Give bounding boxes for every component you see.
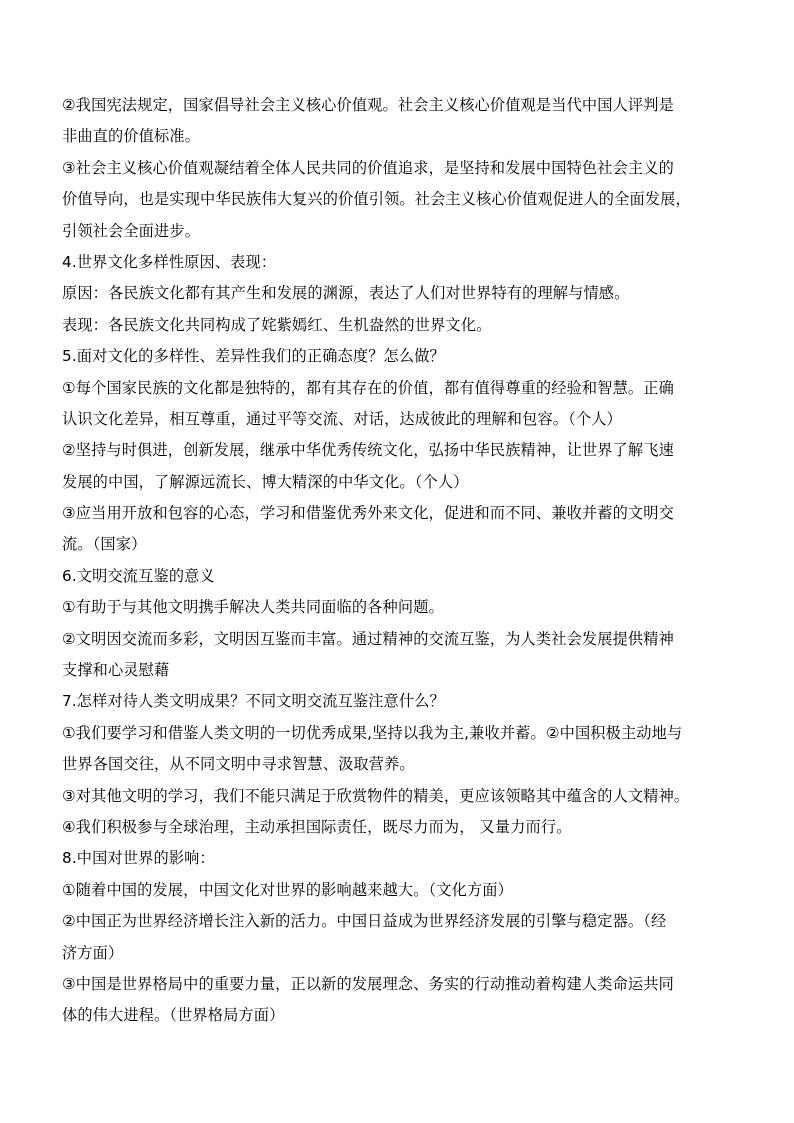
text-line: 非曲直的价值标准。 [62, 127, 201, 146]
text-line: 原因：各民族文化都有其产生和发展的渊源，表达了人们对世界特有的理解与情感。 [62, 284, 630, 303]
document-page [62, 90, 732, 1032]
section-heading: 4.世界文化多样性原因、表现： [62, 252, 277, 271]
text-line: 价值导向，也是实现中华民族伟大复兴的价值引领。社会主义核心价值观促进人的全面发展， [62, 190, 691, 209]
text-line: ②文明因交流而多彩，文明因互鉴而丰富。通过精神的交流互鉴，为人类社会发展提供精神 [62, 629, 674, 648]
text-line: ③中国是世界格局中的重要力量，正以新的发展理念、务实的行动推动着构建人类命运共同 [62, 974, 674, 993]
text-line: ②中国正为世界经济增长注入新的活力。中国日益成为世界经济发展的引擎与稳定器。（经 [62, 912, 667, 931]
text-line: ③应当用开放和包容的心态，学习和借鉴优秀外来文化，促进和而不同、兼收并蓄的文明交 [62, 504, 674, 523]
text-line: 体的伟大进程。（世界格局方面） [62, 1006, 285, 1025]
text-line: ③对其他文明的学习，我们不能只满足于欣赏物件的精美，更应该领略其中蕴含的人文精神。 [62, 786, 690, 805]
text-line: ①随着中国的发展，中国文化对世界的影响越来越大。（文化方面） [62, 880, 513, 899]
text-line: ①每个国家民族的文化都是独特的，都有其存在的价值，都有值得尊重的经验和智慧。正确 [62, 378, 674, 397]
text-line: 济方面） [62, 943, 124, 962]
text-line: ①我们要学习和借鉴人类文明的一切优秀成果,坚持以我为主,兼收并蓄。②中国积极主动地与 [62, 723, 683, 742]
section-heading: 6.文明交流互鉴的意义 [62, 566, 215, 585]
section-heading: 5.面对文化的多样性、差异性我们的正确态度？怎么做？ [62, 347, 445, 366]
section-heading: 8.中国对世界的影响： [62, 849, 215, 868]
text-line: 引领社会全面进步。 [62, 221, 201, 240]
text-line: 认识文化差异，相互尊重，通过平等交流、对话，达成彼此的理解和包容。（个人） [62, 409, 622, 428]
text-line: ②坚持与时俱进，创新发展，继承中华优秀传统文化，弘扬中华民族精神，让世界了解飞速 [62, 441, 674, 460]
text-line: ③社会主义核心价值观凝结着全体人民共同的价值追求，是坚持和发展中国特色社会主义的 [62, 158, 674, 177]
text-line: 世界各国交往，从不同文明中寻求智慧、汲取营养。 [62, 755, 415, 774]
section-heading: 7.怎样对待人类文明成果？不同文明交流互鉴注意什么？ [62, 692, 445, 711]
text-line: ①有助于与其他文明携手解决人类共同面临的各种问题。 [62, 598, 444, 617]
text-line: ②我国宪法规定，国家倡导社会主义核心价值观。社会主义核心价值观是当代中国人评判是 [62, 96, 674, 114]
text-line: 流。（国家） [62, 535, 147, 554]
text-line: 发展的中国，了解源远流长、博大精深的中华文化。（个人） [62, 472, 469, 491]
text-line: ④我们积极参与全球治理，主动承担国际责任，既尽力而为， 又量力而行。 [62, 817, 572, 836]
text-line: 支撑和心灵慰藉 [62, 661, 170, 680]
text-line: 表现：各民族文化共同构成了姹紫嫣红、生机盎然的世界文化。 [62, 315, 492, 334]
